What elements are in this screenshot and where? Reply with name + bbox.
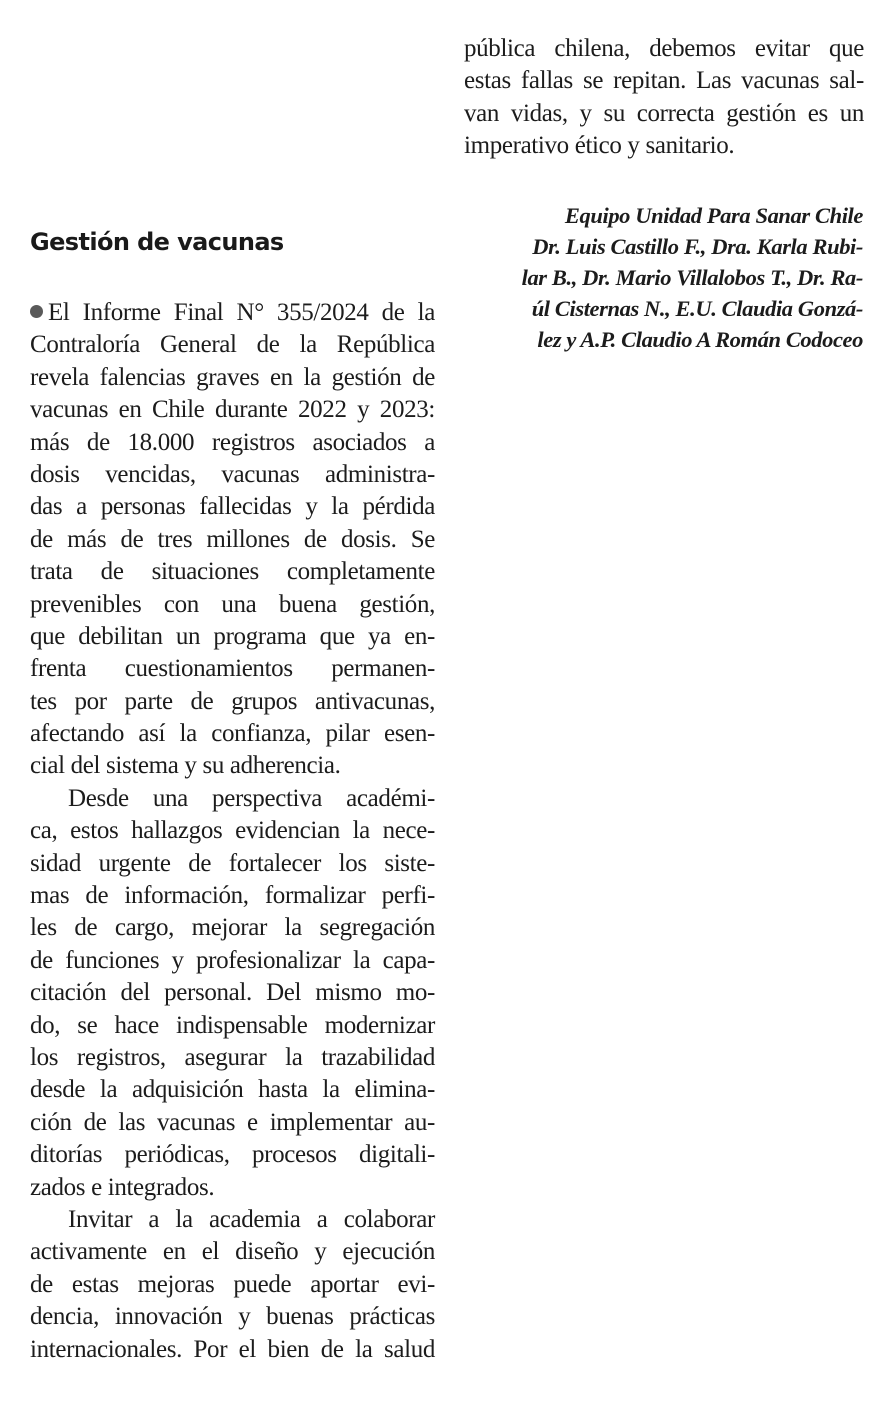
body-line: sidad urgente de fortalecer los siste- bbox=[30, 849, 435, 877]
body-line: zados e integrados. bbox=[30, 1173, 215, 1201]
body-line: los registros, asegurar la trazabilidad bbox=[30, 1043, 435, 1071]
body-line: imperativo ético y sanitario. bbox=[464, 132, 735, 160]
signature-line: Equipo Unidad Para Sanar Chile bbox=[564, 203, 863, 228]
body-line: prevenibles con una buena gestión, bbox=[30, 590, 435, 618]
body-line: dosis vencidas, vacunas administra- bbox=[30, 460, 435, 488]
body-line: cial del sistema y su adherencia. bbox=[30, 752, 341, 780]
body-line: vacunas en Chile durante 2022 y 2023: bbox=[30, 396, 435, 424]
body-line: tes por parte de grupos antivacunas, bbox=[30, 687, 435, 715]
body-line: mas de información, formalizar perfi- bbox=[30, 882, 435, 910]
body-line: citación del personal. Del mismo mo- bbox=[30, 979, 435, 1007]
signature-line: lez y A.P. Claudio A Román Codoceo bbox=[537, 327, 863, 352]
signature-line: úl Cisternas N., E.U. Claudia Gonzá- bbox=[531, 296, 863, 321]
body-line: trata de situaciones completamente bbox=[30, 558, 435, 586]
signature-line: Dr. Luis Castillo F., Dra. Karla Rubi- bbox=[532, 234, 863, 259]
body-line: dencia, innovación y buenas prácticas bbox=[30, 1303, 435, 1331]
body-line: de estas mejoras puede aportar evi- bbox=[30, 1270, 435, 1298]
body-line: do, se hace indispensable modernizar bbox=[30, 1011, 435, 1039]
body-line: afectando así la confianza, pilar esen- bbox=[30, 720, 435, 748]
signature-line: lar B., Dr. Mario Villalobos T., Dr. Ra- bbox=[521, 265, 863, 290]
body-line: van vidas, y su correcta gestión es un bbox=[464, 99, 864, 127]
body-line: que debilitan un programa que ya en- bbox=[30, 622, 435, 650]
body-line: de funciones y profesionalizar la capa- bbox=[30, 946, 435, 974]
body-column bbox=[30, 297, 435, 1366]
body-line-first bbox=[30, 297, 435, 329]
body-line-text: El Informe Final N° 355/2024 de la bbox=[48, 299, 435, 326]
body-line: Contraloría General de la República bbox=[30, 331, 435, 359]
bullet-icon bbox=[30, 305, 43, 318]
body-line: activamente en el diseño y ejecución bbox=[30, 1238, 435, 1266]
body-line: ción de las vacunas e implementar au- bbox=[30, 1108, 435, 1136]
signature-block bbox=[443, 200, 863, 355]
body-line: desde la adquisición hasta la elimina- bbox=[30, 1076, 435, 1104]
body-line: más de 18.000 registros asociados a bbox=[30, 428, 435, 456]
body-line: ditorías periódicas, procesos digitali- bbox=[30, 1141, 435, 1169]
body-line: frenta cuestionamientos permanen- bbox=[30, 655, 435, 683]
body-line: revela falencias graves en la gestión de bbox=[30, 363, 435, 391]
body-line: estas fallas se repitan. Las vacunas sal- bbox=[464, 67, 864, 95]
body-line: pública chilena, debemos evitar que bbox=[464, 35, 864, 62]
body-line: ca, estos hallazgos evidencian la nece- bbox=[30, 817, 435, 845]
body-line: les de cargo, mejorar la segregación bbox=[30, 914, 435, 942]
continuation-column bbox=[464, 33, 864, 163]
body-line: internacionales. Por el bien de la salud bbox=[30, 1335, 435, 1363]
article-title: Gestión de vacunas bbox=[30, 228, 284, 256]
body-line: das a personas fallecidas y la pérdida bbox=[30, 493, 435, 521]
body-line: Desde una perspectiva académi- bbox=[68, 784, 435, 812]
body-line: de más de tres millones de dosis. Se bbox=[30, 525, 435, 553]
body-line: Invitar a la academia a colaborar bbox=[68, 1205, 435, 1233]
